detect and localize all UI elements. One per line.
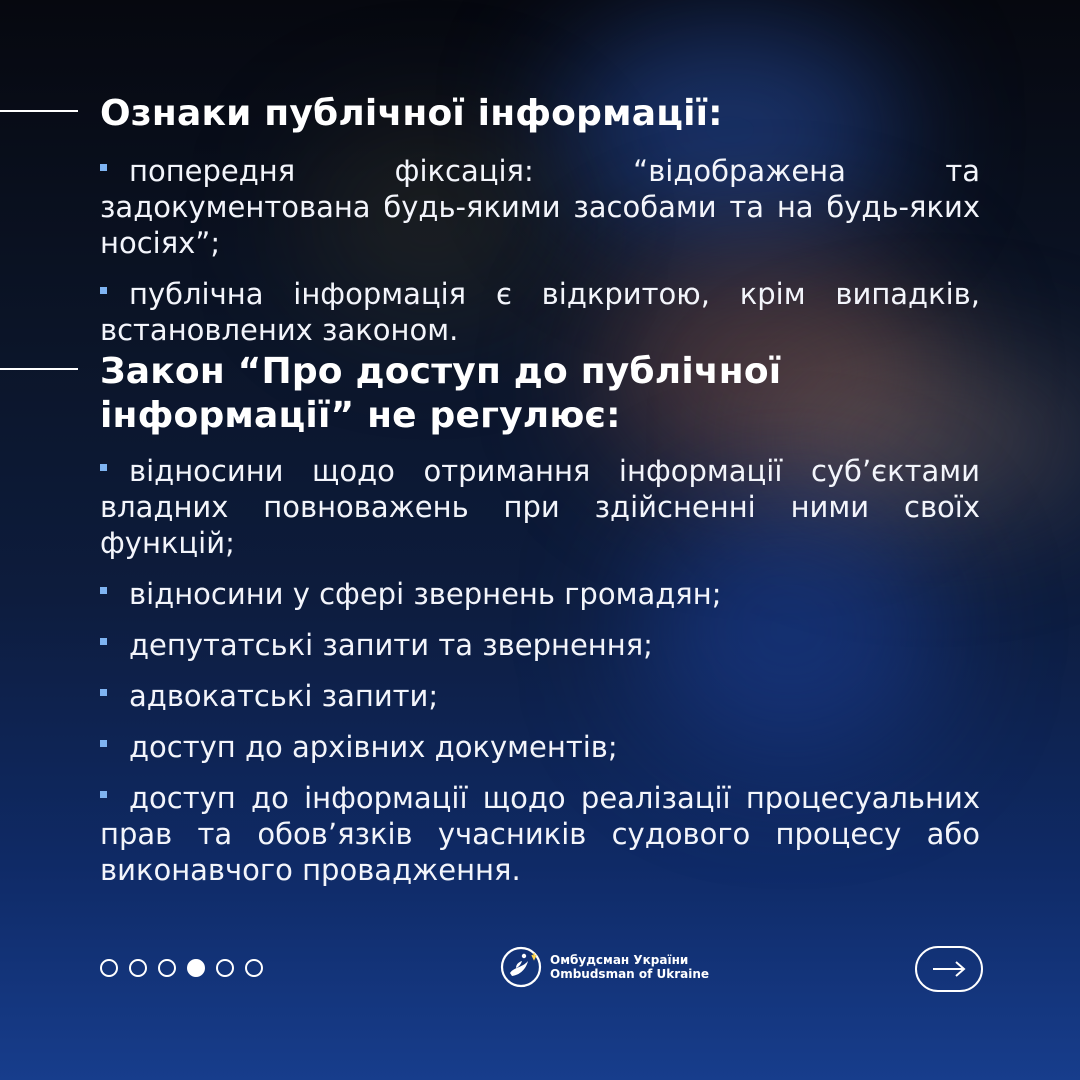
bullet-icon	[100, 287, 107, 294]
list-item-text: доступ до інформації щодо реалізації процесуальних прав та обов’язків учасників судового процесу або виконавчого провадження.	[100, 781, 980, 887]
list-item	[100, 729, 980, 765]
list-item	[100, 780, 980, 888]
list-item-text: доступ до архівних документів;	[129, 730, 618, 764]
section-heading-signs: Ознаки публічної інформації:	[100, 93, 723, 134]
list-item-text: відносини щодо отримання інформації суб’єктами владних повноважень при здійсненні ними своїх функцій;	[100, 454, 980, 560]
bullet-icon	[100, 689, 107, 696]
page-dot-5[interactable]	[216, 959, 234, 977]
ombudsman-emblem-icon	[500, 946, 542, 988]
list-item	[100, 153, 980, 261]
page-dot-4-active[interactable]	[187, 959, 205, 977]
section-heading-law	[100, 350, 781, 438]
page-dot-3[interactable]	[158, 959, 176, 977]
section-divider-line	[0, 110, 78, 112]
not-regulated-list	[100, 453, 980, 903]
signs-list	[100, 153, 980, 363]
bullet-icon	[100, 464, 107, 471]
page-dot-6[interactable]	[245, 959, 263, 977]
bullet-icon	[100, 638, 107, 645]
bullet-icon	[100, 740, 107, 747]
list-item-text: адвокатські запити;	[129, 679, 439, 713]
pagination-dots	[100, 959, 263, 977]
ombudsman-logo	[500, 946, 709, 988]
heading-line: Закон “Про доступ до публічної	[100, 351, 782, 392]
bullet-icon	[100, 587, 107, 594]
section-divider-line	[0, 368, 78, 370]
list-item	[100, 276, 980, 348]
bullet-icon	[100, 164, 107, 171]
logo-text	[550, 953, 709, 981]
heading-line: інформації” не регулює:	[100, 395, 621, 436]
list-item	[100, 576, 980, 612]
next-button[interactable]	[915, 946, 983, 992]
list-item	[100, 678, 980, 714]
arrow-right-icon	[932, 961, 966, 977]
list-item-text: відносини у сфері звернень громадян;	[129, 577, 722, 611]
list-item	[100, 453, 980, 561]
page-dot-2[interactable]	[129, 959, 147, 977]
bullet-icon	[100, 791, 107, 798]
list-item-text: депутатські запити та звернення;	[129, 628, 653, 662]
logo-line-uk: Омбудсман України	[550, 953, 689, 967]
list-item-text: попередня фіксація: “відображена та задокументована будь-якими засобами та на будь-яких носіях”;	[100, 154, 980, 260]
list-item	[100, 627, 980, 663]
page-dot-1[interactable]	[100, 959, 118, 977]
list-item-text: публічна інформація є відкритою, крім випадків, встановлених законом.	[100, 277, 980, 347]
logo-line-en: Ombudsman of Ukraine	[550, 967, 710, 981]
